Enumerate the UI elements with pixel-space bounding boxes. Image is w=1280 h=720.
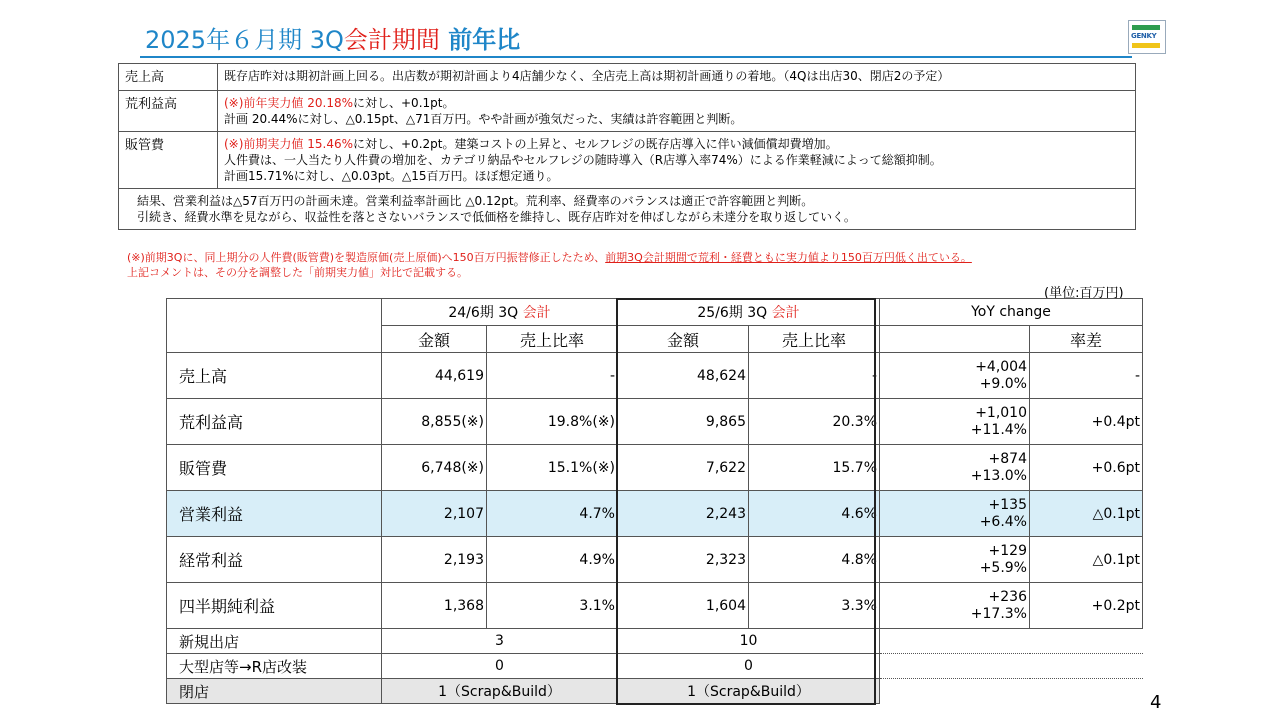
comment-row-gross-profit bbox=[119, 91, 1136, 132]
cell: 4.8% bbox=[749, 537, 880, 583]
cell: +0.6pt bbox=[1030, 445, 1143, 491]
comment-text: (※)前期実力値 15.46%に対し、+0.2pt。建築コストの上昇と、セルフレジの既存店導入に伴い減価償却費増加。 人件費は、一人当たり人件費の増加を、カテゴリ納品やセルフレジの随時導入（R店導入率74%）による作業軽減によって総額抑制。 計画15.71%に対し、△0.03pt。△15百万円。ほぼ想定通り。 bbox=[218, 132, 1136, 189]
cell: - bbox=[487, 353, 618, 399]
group-header-prev: 24/6期 3Q 会計 bbox=[382, 299, 618, 326]
cell: +0.4pt bbox=[1030, 399, 1143, 445]
comment-text: 既存店昨対は期初計画上回る。出店数が期初計画より4店舗少なく、全店売上高は期初計画通りの着地。（4Qは出店30、閉店2の予定） bbox=[218, 64, 1136, 91]
cell-yoy: +135 +6.4% bbox=[880, 491, 1030, 537]
footnote: (※)前期3Qに、同上期分の人件費(販管費)を製造原価(売上原価)へ150百万円振替修正したため、前期3Q会計期間で荒利・経費ともに実力値より150百万円低く出ている。 上記コメントは、その分を調整した「前期実力値」対比で記載する。 bbox=[127, 251, 972, 279]
cell: 0 bbox=[382, 654, 618, 679]
comment-row-sga bbox=[119, 132, 1136, 189]
cell: 3 bbox=[382, 629, 618, 654]
cell: △0.1pt bbox=[1030, 491, 1143, 537]
comment-text: (※)前年実力値 20.18%に対し、+0.1pt。 計画 20.44%に対し、△0.15pt、△71百万円。やや計画が強気だった、実績は許容範囲と判断。 bbox=[218, 91, 1136, 132]
cell: - bbox=[749, 353, 880, 399]
cell: 3.3% bbox=[749, 583, 880, 629]
row-label: 販管費 bbox=[167, 445, 382, 491]
header-row-groups bbox=[167, 299, 1143, 326]
row-label: 新規出店 bbox=[167, 629, 382, 654]
row-label: 経常利益 bbox=[167, 537, 382, 583]
comment-label: 売上高 bbox=[119, 64, 218, 91]
table-row bbox=[167, 353, 1143, 399]
row-label: 四半期純利益 bbox=[167, 583, 382, 629]
results-table bbox=[166, 298, 1143, 704]
cell-yoy: +4,004 +9.0% bbox=[880, 353, 1030, 399]
cell: 1,604 bbox=[618, 583, 749, 629]
group-header-yoy: YoY change bbox=[880, 299, 1143, 326]
cell: 15.1%(※) bbox=[487, 445, 618, 491]
cell: 4.9% bbox=[487, 537, 618, 583]
store-row bbox=[167, 654, 1143, 679]
col-yoy-blank bbox=[880, 326, 1030, 353]
cell: 9,865 bbox=[618, 399, 749, 445]
cell: 1（Scrap&Build） bbox=[382, 679, 618, 704]
cell: 7,622 bbox=[618, 445, 749, 491]
cell-yoy: +129 +5.9% bbox=[880, 537, 1030, 583]
cell: 44,619 bbox=[382, 353, 487, 399]
row-label: 閉店 bbox=[167, 679, 382, 704]
cell: 6,748(※) bbox=[382, 445, 487, 491]
row-label: 営業利益 bbox=[167, 491, 382, 537]
table-row-highlighted bbox=[167, 491, 1143, 537]
table-row bbox=[167, 399, 1143, 445]
col-prev-amount: 金額 bbox=[382, 326, 487, 353]
row-label: 売上高 bbox=[167, 353, 382, 399]
row-label: 大型店等→R店改装 bbox=[167, 654, 382, 679]
cell: 2,243 bbox=[618, 491, 749, 537]
page-title bbox=[145, 20, 520, 55]
cell: 10 bbox=[618, 629, 880, 654]
title-part3: 前年比 bbox=[439, 26, 521, 54]
cell-yoy: +874 +13.0% bbox=[880, 445, 1030, 491]
cell: 19.8%(※) bbox=[487, 399, 618, 445]
corner-cell bbox=[167, 299, 382, 353]
store-row bbox=[167, 629, 1143, 654]
cell: 4.7% bbox=[487, 491, 618, 537]
unit-label: (単位:百万円) bbox=[1044, 286, 1124, 301]
cell-yoy: +1,010 +11.4% bbox=[880, 399, 1030, 445]
title-part1: 2025年６月期 3Q bbox=[145, 26, 344, 54]
group-header-curr: 25/6期 3Q 会計 bbox=[618, 299, 880, 326]
comment-row-sales bbox=[119, 64, 1136, 91]
col-curr-amount: 金額 bbox=[618, 326, 749, 353]
cell: 15.7% bbox=[749, 445, 880, 491]
comment-label: 販管費 bbox=[119, 132, 218, 189]
cell: △0.1pt bbox=[1030, 537, 1143, 583]
cell-yoy: +236 +17.3% bbox=[880, 583, 1030, 629]
cell: 1,368 bbox=[382, 583, 487, 629]
cell: 48,624 bbox=[618, 353, 749, 399]
comment-table bbox=[118, 63, 1136, 230]
cell: 0 bbox=[618, 654, 880, 679]
cell: 20.3% bbox=[749, 399, 880, 445]
cell: 2,107 bbox=[382, 491, 487, 537]
company-logo bbox=[1128, 20, 1166, 54]
cell: 4.6% bbox=[749, 491, 880, 537]
comment-label: 荒利益高 bbox=[119, 91, 218, 132]
col-diff: 率差 bbox=[1030, 326, 1143, 353]
col-prev-ratio: 売上比率 bbox=[487, 326, 618, 353]
table-row bbox=[167, 537, 1143, 583]
table-row bbox=[167, 583, 1143, 629]
table-row bbox=[167, 445, 1143, 491]
title-part2: 会計期間 bbox=[343, 26, 440, 54]
cell: 8,855(※) bbox=[382, 399, 487, 445]
cell: +0.2pt bbox=[1030, 583, 1143, 629]
row-label: 荒利益高 bbox=[167, 399, 382, 445]
title-underline bbox=[140, 56, 1132, 58]
cell: 2,193 bbox=[382, 537, 487, 583]
store-row bbox=[167, 679, 1143, 704]
logo-text: GENKY bbox=[1131, 32, 1157, 40]
cell: 1（Scrap&Build） bbox=[618, 679, 880, 704]
cell: 3.1% bbox=[487, 583, 618, 629]
cell: 2,323 bbox=[618, 537, 749, 583]
summary-text: 結果、営業利益は△57百万円の計画未達。営業利益率計画比 △0.12pt。荒利率、経費率のバランスは適正で許容範囲と判断。 引続き、経費水準を見ながら、収益性を落とさないバランスで低価格を維持し、既存店昨対を伸ばしながら未達分を取り返していく。 bbox=[119, 189, 1136, 230]
col-curr-ratio: 売上比率 bbox=[749, 326, 880, 353]
page-number: 4 bbox=[1150, 692, 1162, 713]
comment-row-summary bbox=[119, 189, 1136, 230]
cell: - bbox=[1030, 353, 1143, 399]
